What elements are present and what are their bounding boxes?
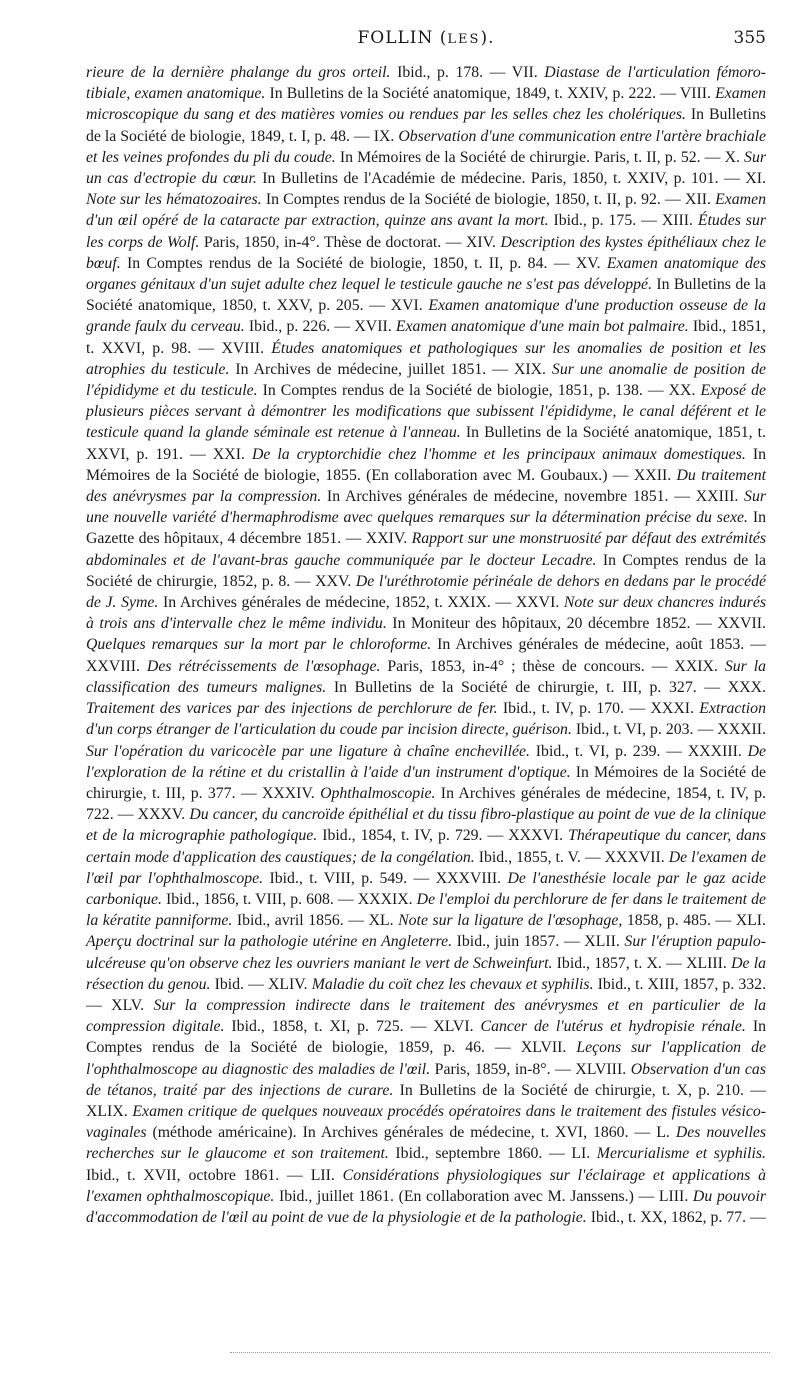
entry-title: Note sur les hématozoaires. (86, 191, 262, 209)
entry-source: In Bulletins de la Société anatomique, 1849, t. XXIV, p. 222. — (265, 85, 680, 103)
entry-source: Ibid., t. XX, 1862, p. 77. — (586, 1208, 766, 1226)
entry-source: Ibid., t. VI, p. 203. — (571, 721, 718, 739)
entry-title: Note sur deux chancres indurés à trois ans d'intervalle chez le même individu. (86, 594, 766, 633)
entry-source: In Comptes rendus de la Société de biologie, 1859, p. 46. — (86, 1018, 766, 1057)
entry-number: XVIII. (221, 339, 272, 357)
entry-source: Ibid., septembre 1860. — (388, 1145, 572, 1163)
entry-number: XVII. (354, 318, 396, 336)
entry-title: De la résection du genou. (86, 954, 766, 993)
entry-source: Ibid., 1858, t. XI, p. 725. — (224, 1018, 434, 1036)
entry-number: XX. (668, 382, 701, 400)
entry-number: XLII. (584, 933, 625, 951)
entry-number: XLI. (735, 912, 767, 930)
entry-source: In Archives de médecine, juillet 1851. — (229, 360, 514, 378)
entry-number: XLVIII. (575, 1060, 631, 1078)
entry-title: Observation d'une communication entre l'artère brachiale et les veines profondes du pli du coude. (86, 127, 766, 166)
entry-number: XI. (745, 170, 766, 188)
entry-number: XVI. (390, 297, 429, 315)
entry-title: Examen critique de quelques nouveaux procédés opératoires dans le traitement des fistules vésico-vaginales (86, 1102, 767, 1142)
entry-title: rieure de la dernière phalange du gros orteil. (86, 64, 391, 81)
entry-title: Extraction d'un corps étranger de l'articulation du coude par incision directe, guérison. (86, 700, 766, 739)
entry-source: Ibid., 1851, t. XXVI, p. 98. — (86, 318, 766, 357)
entry-source: In Mémoires de la Société de chirurgie. Paris, t. II, p. 52. — (335, 148, 725, 166)
entry-source: In Archives générales de médecine, 1854, t. IV, p. 722. — (86, 784, 766, 824)
entry-source: In Bulletins de la Société de chirurgie, t. X, p. 210. — (393, 1081, 766, 1099)
entry-title: Leçons sur l'application de l'ophthalmoscope au diagnostic des maladies de l'œil. (86, 1039, 766, 1078)
entry-number: XXIX. (674, 657, 725, 675)
entry-title: Mercurialisme et syphilis. (596, 1145, 766, 1163)
entry-number: XLIII. (686, 954, 732, 972)
entry-title: De la cryptorchidie chez l'homme et les principaux animaux domestiques. (251, 445, 746, 463)
bibliography-text (86, 62, 766, 1228)
title-main: FOLLIN ( (357, 28, 448, 48)
bibliography-entry (86, 658, 674, 675)
entry-number: XXXII. (717, 721, 766, 739)
entry-source: Paris, 1853, in-4° ; thèse de concours. — (380, 657, 675, 675)
entry-title: De l'uréthrotomie périnéale de dehors en dedans par le procédé de J. Syme. (86, 572, 766, 612)
entry-source: In Bulletins de l'Académie de médecine. Paris, 1850, t. XXIV, p. 101. — (256, 170, 746, 188)
entry-number: XXIII. (695, 488, 745, 506)
entry-title: Des nouvelles recherches sur le glaucome et son traitement. (86, 1124, 766, 1163)
entry-title: Études sur les corps de Wolf. (86, 212, 766, 251)
entry-number: XII. (685, 191, 716, 209)
running-title (86, 28, 766, 48)
entry-number: XIV. (466, 233, 501, 251)
entry-title: Considérations physiologiques sur l'éclairage et applications à l'examen ophthalmoscopique. (86, 1166, 766, 1205)
entry-number: XXI. (212, 445, 252, 463)
entry-number: XLIX. (86, 1102, 133, 1120)
entry-number: XXXVIII. (435, 869, 508, 887)
title-small-caps: LES (447, 32, 481, 47)
entry-number: XXV. (315, 572, 356, 590)
entry-source: In Archives générales de médecine, 1852, t. XXIX. — (158, 594, 516, 612)
title-close: ). (480, 28, 495, 48)
entry-source: Paris, 1859, in-8°. — (430, 1060, 576, 1078)
entry-source: In Bulletins de la Société anatomique, 1850, t. XXV, p. 205. — (86, 276, 766, 315)
entry-source: Ibid., juin 1857. — (452, 933, 585, 951)
running-head (86, 28, 766, 50)
entry-title: De l'exploration de la rétine et du cristallin à l'aide d'un instrument d'optique. (86, 742, 767, 781)
entry-number: XXXIII. (687, 742, 748, 760)
entry-title: Rapport sur une monstruosité par défaut des extrémités abdominales et de l'avant-bras gauche communiquée par le docteur Lecadre. (86, 530, 766, 569)
entry-title: Exposé de plusieurs pièces servant à démontrer les modifications que subissent l'épididyme, le canal déférent et le testicule quand la glande séminale est retenue à l'anneau. (86, 382, 766, 442)
entry-title: Description des kystes épithéliaux chez le bœuf. (86, 233, 766, 272)
entry-number: XXXI. (650, 700, 700, 718)
entry-title: Sur l'opération du varicocèle par une ligature à chaîne enchevillée. (86, 742, 530, 760)
entry-number: XXIV. (365, 530, 412, 548)
entry-source: 1858, p. 485. — (622, 912, 736, 930)
entry-title: Sur la classification des tumeurs malignes. (86, 657, 766, 696)
entry-number: XLVII. (520, 1039, 577, 1057)
entry-source: Ibid., 1856, t. VIII, p. 608. — (161, 890, 358, 908)
entry-title: Des rétrécissements de l'œsophage. (146, 657, 381, 675)
entry-source: Ibid. — (210, 975, 268, 993)
entry-source: In Mémoires de la Société de biologie, 1855. (En collaboration avec M. Goubaux.) — (86, 445, 766, 484)
entry-title: Examen d'un œil opéré de la cataracte par extraction, quinze ans avant la mort. (86, 191, 767, 230)
entry-number: XXII. (633, 466, 677, 484)
entry-source: In Archives générales de médecine, août 1853. — (431, 636, 766, 654)
entry-source: In Comptes rendus de la Société de chirurgie, 1852, p. 8. — (86, 551, 766, 590)
entry-number: XXVIII. (86, 657, 147, 675)
entry-source: In Comptes rendus de la Société de biologie, 1851, p. 138. — (257, 382, 669, 400)
entry-source: In Archives générales de médecine, novembre 1851. — (321, 488, 696, 506)
entry-source: Ibid., t. VIII, p. 549. — (263, 869, 436, 887)
entry-number: XXVI. (515, 594, 564, 612)
entry-source: In Bulletins de la Société de biologie, 1849, t. I, p. 48. — (86, 106, 766, 145)
entry-number: XXXV. (137, 806, 190, 824)
entry-source: In Mémoires de la Société de chirurgie, t. III, p. 377. — (86, 763, 767, 802)
entry-title: Examen anatomique d'une main bot palmaire. (395, 318, 689, 336)
entry-number: LII. (310, 1166, 343, 1184)
entry-number: LI. (571, 1145, 597, 1163)
entry-title: Sur un cas d'ectropie du cœur. (86, 148, 766, 188)
entry-source: Ibid., p. 175. — (548, 212, 662, 230)
entry-title: Du pouvoir d'accommodation de l'œil au point de vue de la physiologie et de la pathologie. (86, 1187, 766, 1226)
entry-source: (méthode américaine). In Archives générales de médecine, t. XVI, 1860. — (146, 1124, 657, 1142)
entry-title: Traitement des varices par des injections de perchlorure de fer. (86, 700, 498, 718)
entry-source: In Comptes rendus de la Société de biologie, 1850, t. II, p. 92. — (261, 191, 686, 209)
entry-source: Ibid., avril 1856. — (232, 912, 369, 930)
entry-source: Ibid., 1854, t. IV, p. 729. — (317, 827, 509, 845)
page-number: 355 (733, 28, 766, 48)
entry-title: De l'examen de l'œil par l'ophthalmoscope. (86, 848, 766, 887)
entry-source: Ibid., t. XIII, 1857, p. 332. — (86, 975, 767, 1014)
entry-title: Sur une anomalie de position de l'épididyme et du testicule. (86, 360, 766, 400)
entry-title: Maladie du coït chez les chevaux et syphilis. (311, 975, 594, 993)
entry-number: XLIV. (267, 975, 312, 993)
entry-source: Ibid., 1857, t. X. — (552, 954, 687, 972)
entry-number: XXXIX. (357, 890, 417, 908)
entry-title: Aperçu doctrinal sur la pathologie utérine en Angleterre. (86, 933, 453, 951)
entry-number: XLVI. (433, 1018, 481, 1036)
entry-title: Examen microscopique du sang et des matières vomies ou rendues par les selles chez les cholériques. (86, 85, 766, 124)
entry-number: VII. (511, 64, 545, 81)
entry-number: L. (656, 1124, 676, 1142)
entry-title: De l'anesthésie locale par le gaz acide carbonique. (86, 869, 766, 908)
entry-title: De l'emploi du perchlorure de fer dans le traitement de la kératite panniforme. (86, 890, 766, 930)
entry-number: X. (724, 148, 745, 166)
entry-title: Cancer de l'utérus et hydropisie rénale. (480, 1018, 746, 1036)
entry-number: LIII. (658, 1187, 693, 1205)
entry-title: Du traitement des anévrysmes par la compression. (86, 466, 767, 506)
entry-number: XLV. (111, 996, 154, 1014)
entry-number: XIX. (513, 360, 552, 378)
bibliography-entry (369, 912, 736, 929)
entry-title: Observation d'un cas de tétanos, traité par des injections de curare. (86, 1060, 766, 1099)
entry-source: In Moniteur des hôpitaux, 20 décembre 1852. — (386, 615, 718, 633)
entry-source: In Comptes rendus de la Société de biologie, 1850, t. II, p. 84. — (120, 254, 576, 272)
entry-title: Ophthalmoscopie. (320, 784, 436, 802)
entry-source: In Bulletins de la Société de chirurgie, t. III, p. 327. — (326, 678, 728, 696)
entry-source: Paris, 1850, in-4°. Thèse de doctorat. — (199, 233, 466, 251)
entry-source: Ibid., 1855, t. V. — (474, 848, 605, 866)
entry-number: IX. (373, 127, 399, 145)
entry-title: Sur une nouvelle variété d'hermaphrodisme avec quelques remarques sur la détermination précise du sexe. (86, 488, 766, 527)
entry-title: Examen anatomique des organes génitaux d'un sujet adulte chez lequel le testicule gauche ne s'est pas développé. (86, 254, 767, 294)
entry-number: XL. (368, 912, 399, 930)
entry-title: Examen anatomique d'une production osseuse de la grande faulx du cerveau. (86, 297, 766, 336)
entry-number: XV. (575, 254, 607, 272)
entry-number: XXXVI. (508, 827, 569, 845)
entry-number: VIII. (679, 85, 716, 103)
entry-number: XIII. (661, 212, 698, 230)
entry-title: Note sur la ligature de l'œsophage, (398, 912, 623, 930)
entry-number: XXXIV. (261, 784, 321, 802)
entry-title: Diastase de l'articulation fémoro-tibiale, examen anatomique. (86, 64, 766, 103)
entry-title: Thérapeutique du cancer, dans certain mode d'application des caustiques; de la congélation. (86, 827, 766, 866)
bottom-dotted-rule (230, 1352, 770, 1353)
entry-number: XXXVII. (604, 848, 669, 866)
entry-source: Ibid., t. VI, p. 239. — (530, 742, 688, 760)
entry-source: In Gazette des hôpitaux, 4 décembre 1851. — (86, 509, 767, 548)
bibliography-entry (86, 64, 512, 81)
entry-title: Quelques remarques sur la mort par le chloroforme. (86, 636, 432, 654)
entry-source: Ibid., p. 226. — (244, 318, 355, 336)
entry-title: Études anatomiques et pathologiques sur les anomalies de position et les atrophies du testicule. (86, 339, 766, 378)
entry-source: Ibid., t. XVII, octobre 1861. — (86, 1166, 311, 1184)
entry-source: Ibid., juillet 1861. (En collaboration avec M. Janssens.) — (274, 1187, 659, 1205)
entry-title: Sur l'éruption papulo-ulcéreuse qu'on observe chez les ouvriers maniant le vert de Schweinfurt. (86, 933, 766, 972)
entry-number: XXVII. (717, 615, 767, 633)
entry-title: Du cancer, du cancroïde épithélial et du tissu fibro-plastique au point de vue de la clinique et de la micrographie pathologique. (86, 806, 767, 845)
entry-source: Ibid., p. 178. — (390, 64, 512, 81)
entry-source: In Bulletins de la Société anatomique, 1851, t. XXVI, p. 191. — (86, 424, 766, 463)
entry-source: Ibid., t. IV, p. 170. — (497, 700, 651, 718)
entry-number: XXX. (727, 678, 766, 696)
entry-title: Sur la compression indirecte dans le traitement des anévrysmes et en particulier de la compression digitale. (86, 996, 766, 1036)
